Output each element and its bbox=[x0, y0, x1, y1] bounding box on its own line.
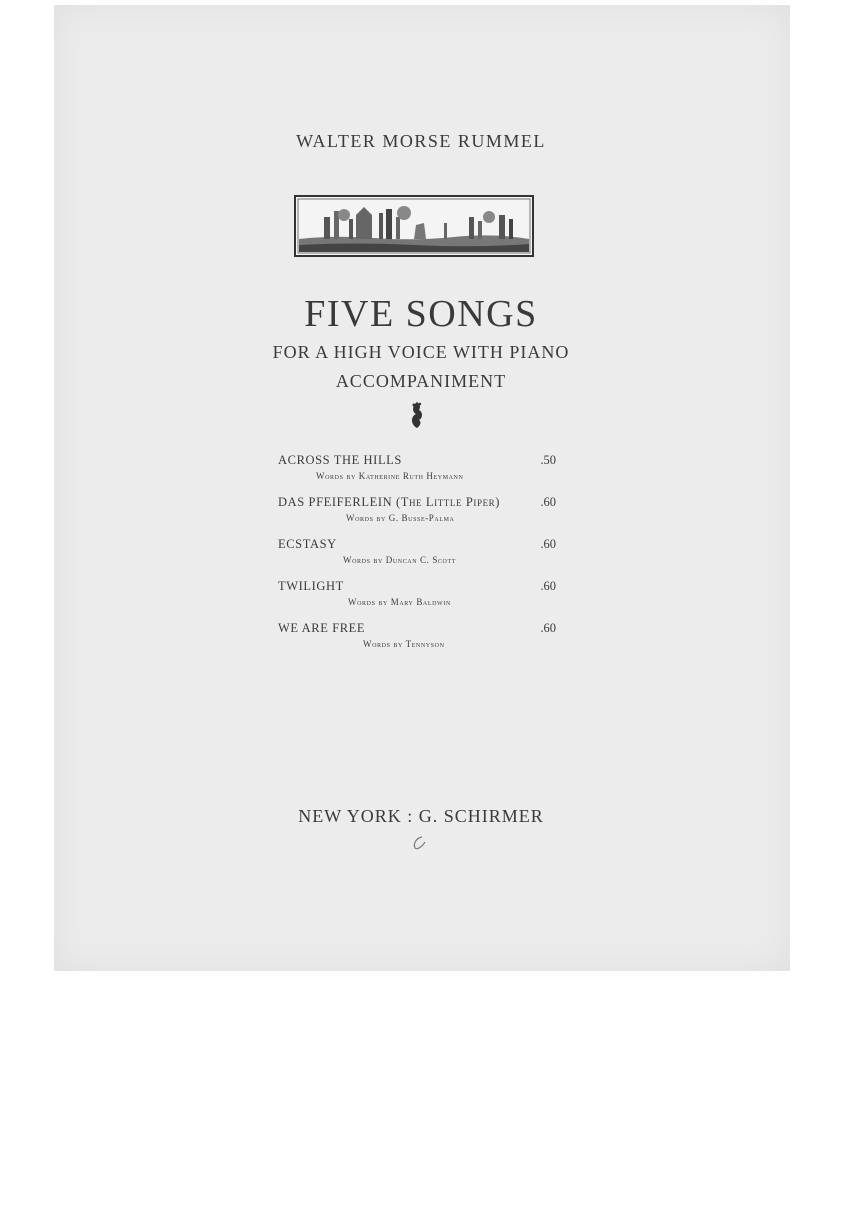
song-price: .60 bbox=[540, 621, 556, 635]
song-item bbox=[278, 579, 556, 621]
song-price: .60 bbox=[540, 537, 556, 551]
song-price: .60 bbox=[540, 495, 556, 509]
song-item bbox=[278, 537, 556, 579]
song-title: WE ARE FREE bbox=[278, 621, 366, 635]
song-list bbox=[278, 453, 556, 663]
publisher: NEW YORK : G. SCHIRMER bbox=[298, 806, 544, 826]
song-lyricist: Words by Tennyson bbox=[363, 639, 445, 649]
song-lyricist: Words by Katherine Ruth Heymann bbox=[316, 471, 464, 481]
composer-name: WALTER MORSE RUMMEL bbox=[296, 131, 546, 151]
pencil-mark bbox=[410, 834, 428, 852]
song-price: .60 bbox=[540, 579, 556, 593]
title: FIVE SONGS bbox=[304, 293, 538, 335]
floral-ornament bbox=[408, 400, 426, 430]
subtitle-line-1: FOR A HIGH VOICE WITH PIANO bbox=[272, 342, 570, 362]
song-title: ACROSS THE HILLS bbox=[278, 453, 402, 467]
song-title: TWILIGHT bbox=[278, 579, 344, 593]
song-subtitle: (The Little Piper) bbox=[395, 495, 501, 509]
song-title: ECSTASY bbox=[278, 537, 337, 551]
song-lyricist: Words by Mary Baldwin bbox=[348, 597, 451, 607]
song-lyricist: Words by Duncan C. Scott bbox=[343, 555, 456, 565]
song-lyricist: Words by G. Busse-Palma bbox=[346, 513, 455, 523]
song-item bbox=[278, 495, 556, 537]
song-price: .50 bbox=[540, 453, 556, 467]
landscape-vignette bbox=[294, 195, 534, 257]
song-title: DAS PFEIFERLEIN (The Little Piper) bbox=[278, 495, 501, 509]
subtitle-line-2: ACCOMPANIMENT bbox=[335, 371, 507, 391]
song-item bbox=[278, 621, 556, 663]
song-item bbox=[278, 453, 556, 495]
